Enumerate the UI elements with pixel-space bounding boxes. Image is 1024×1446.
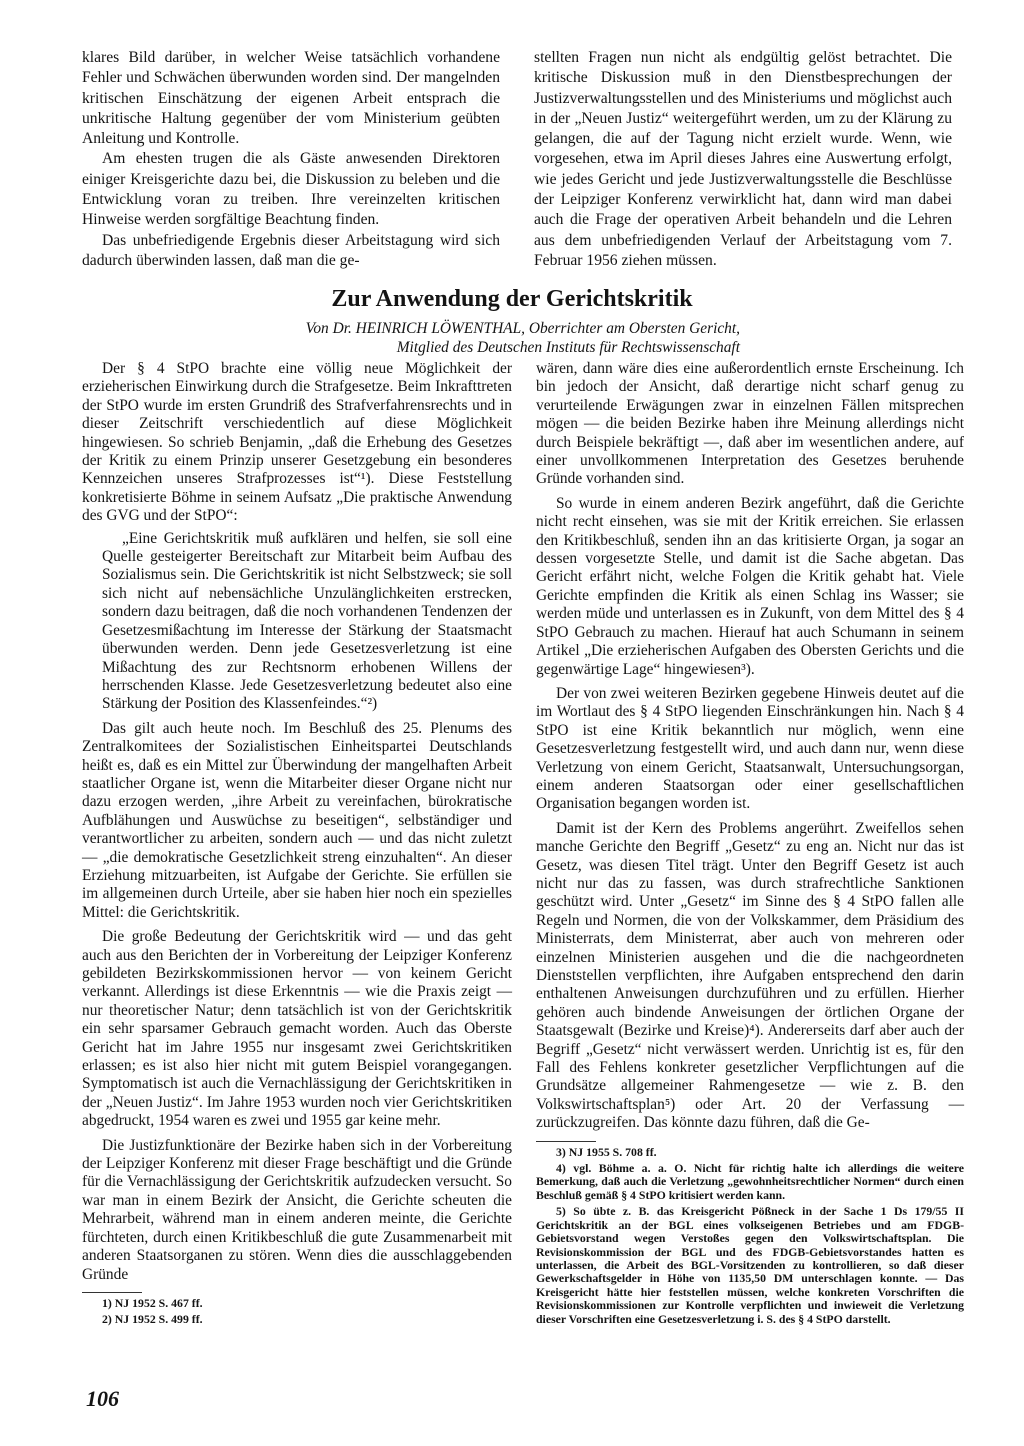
left-column <box>82 360 512 1327</box>
paragraph: Am ehesten trugen die als Gäste anwesenden Direktoren einiger Kreisgerichte dazu bei, die Diskussion zu beleben und die Entwicklung voran zu treiben. Ihre vereinzelten kritischen Hinweise werden sorgfältige Beachtung finden. <box>82 150 500 229</box>
byline-line: Von Dr. HEINRICH LÖWENTHAL, Oberrichter am Obersten Gericht, <box>305 320 740 337</box>
top-right-column <box>534 48 952 271</box>
footnote: 4) vgl. Böhme a. a. O. Nicht für richtig halte ich allerdings die weitere Bemerkung, daß auch die Verletzung „gewohnheitsrechtlicher Normen“ durch einen Beschluß gemäß § 4 StPO kritisiert werden kann. <box>536 1161 964 1202</box>
footnote: 5) So übte z. B. das Kreisgericht Pößneck in der Sache 1 Ds 179/55 II Gerichtskritik an der BGL eines volkseigenen Betriebes und am FDGB-Gebietsvorstand wegen Verstoßes gegen den Volkswirtschaftsplan. Die Revisionskommission der BGL und des FDGB-Gebietsvorstandes hatten es unterlassen, die Arbeit des BGL-Vorsitzenden zu kontrollieren, so daß dieser Gewerkschaftsgelder in Höhe von 1135,50 DM unterschlagen konnte. — Das Kreisgericht hätte hier feststellen müssen, welche konkreten Vorschriften die Revisionskommissionen zur Kontrolle verpflichten und inwieweit die Verletzung dieser Vorschriften eine Gesetzesverletzung i. S. des § 4 StPO darstellt. <box>536 1204 964 1326</box>
footnote-rule <box>82 1292 142 1293</box>
paragraph: Die Justizfunktionäre der Bezirke haben sich in der Vorbereitung der Leipziger Konferenz mit dieser Frage beschäftigt und die Gründe für die Vernachlässigung der Gerichtskritik aufzudecken versucht. So war man in einem Bezirk der Ansicht, die Gerichte scheuten die Mehrarbeit, während man in einem anderen meinte, die Gerichte fürchteten, durch einen Kritikbeschluß die gute Zusammenarbeit mit anderen Staatsorganen zu stören. Wenn dies die ausschlaggebenden Gründe <box>82 1136 512 1283</box>
block-quote: „Eine Gerichtskritik muß aufklären und helfen, sie soll eine Quelle gesteigerter Bereitschaft zur Mitarbeit beim Aufbau des Sozialismus sein. Die Gerichtskritik ist nicht Selbstzweck; sie soll sich nicht auf nebensächliche Unzulänglichkeiten erstrecken, sondern dazu beitragen, daß die noch vorhandenen Tendenzen der Gesetzesmißachtung im Interesse der Stärkung der Staatsmacht überwunden werden. Denn jede Gesetzesverletzung ist eine Mißachtung des zur Rechtsnorm erhobenen Willens der herrschenden Klasse. Jede Gesetzesverletzung bedeutet also eine Stärkung der Position des Klassenfeindes.“²) <box>102 529 512 713</box>
article-title: Zur Anwendung der Gerichtskritik <box>331 286 693 312</box>
right-column <box>536 360 964 1326</box>
footnote-rule <box>536 1141 596 1142</box>
paragraph: Damit ist der Kern des Problems angerührt. Zweifellos sehen manche Gerichte den Begriff „Gesetz“ zu eng an. Nicht nur das ist Gesetz, was diesen Titel trägt. Unter den Begriff Gesetz ist auch nicht nur das zu fassen, was durch strafrechtliche Sanktionen geschützt wird. Unter „Gesetz“ im Sinne des § 4 StPO fallen alle Regeln und Normen, die von der Volkskammer, dem Präsidium des Ministerrats, dem Ministerrat, aber auch von mehreren oder einzelnen Ministerien ausgehen und die die nachgeordneten Dienststellen verpflichten, ihre Aufgaben entsprechend den darin enthaltenen Anweisungen durchzuführen und zu erfüllen. Hierher gehören auch bindende Anweisungen der örtlichen Organe der Staatsgewalt (Bezirke und Kreise)⁴). Andererseits darf aber auch der Begriff „Gesetz“ nicht verwässert werden. Unrichtig ist es, für den Fall des Fehlens konkreter gesetzlicher Verpflichtungen auf die Grundsätze allgemeiner Rahmengesetze — wie z. B. den Volkswirtschaftsplan⁵) oder Art. 20 der Verfassung — zurückzugreifen. Das könnte dazu führen, daß die Ge- <box>536 819 964 1132</box>
paragraph: Der von zwei weiteren Bezirken gegebene Hinweis deutet auf die im Wortlaut des § 4 StPO liegenden Einschränkungen hin. Nach § 4 StPO ist eine Kritik bekanntlich nur möglich, wenn eine Gesetzesverletzung festgestellt wird, und auch dann nur, wenn diese Verletzung von einem Gericht, Staatsanwalt, Untersuchungsorgan, einem anderen Staatsorgan oder einer gesellschaftlichen Organisation begangen worden ist. <box>536 684 964 813</box>
article-byline <box>180 320 740 357</box>
footnote: 2) NJ 1952 S. 499 ff. <box>102 1312 203 1327</box>
paragraph: klares Bild darüber, in welcher Weise tatsächlich vorhandene Fehler und Schwächen überwunden worden sind. Der mangelnden kritischen Einschätzung der eigenen Arbeit entsprach die unkritische Haltung gegenüber der vom Ministerium geübten Anleitung und Kontrolle. <box>82 49 500 148</box>
paragraph: Das unbefriedigende Ergebnis dieser Arbeitstagung wird sich dadurch überwinden lassen, daß man die ge- <box>82 231 500 269</box>
paragraph: Das gilt auch heute noch. Im Beschluß des 25. Plenums des Zentralkomitees der Sozialistischen Einheitspartei Deutschlands heißt es, daß es ein Mittel zur Überwindung der mangelhaften Arbeit staatlicher Organe ist, wenn die Mitarbeiter dieser Organe nicht nur dazu erzogen werden, „ihre Arbeit zu vereinfachen, bürokratische Aufblähungen und Auswüchse zu beseitigen“, selbständiger und verantwortlicher zu arbeiten, sondern auch — und das nicht zuletzt — „die demokratische Gesetzlichkeit streng einzuhalten“. An dieser Erziehung mitzuarbeiten, ist Aufgabe der Gerichte. Sie erfüllen sie im allgemeinen durch Urteile, aber sie haben hier noch ein spezielles Mittel: die Gerichtskritik. <box>82 719 512 921</box>
top-left-column <box>82 48 500 271</box>
paragraph: Die große Bedeutung der Gerichtskritik wird — und das geht auch aus den Berichten der in Vorbereitung der Leipziger Konferenz gebildeten Bezirkskommissionen hervor — von keinem Gericht verkannt. Allerdings ist diese Erkenntnis — wie die Praxis zeigt — nur theoretischer Natur; denn tatsächlich ist von der Gerichtskritik ein sehr sparsamer Gebrauch gemacht worden. Auch das Oberste Gericht hat im Jahre 1955 nur insgesamt zwei Gerichtskritiken erlassen; es ist also hier nicht mit gutem Beispiel vorangegangen. Symptomatisch ist auch die Vernachlässigung der Gerichtskritiken in der „Neuen Justiz“. Im Jahre 1953 wurden noch vier Gerichtskritiken abgedruckt, 1954 waren es zwei und 1955 gar keine mehr. <box>82 928 512 1130</box>
byline-line: Mitglied des Deutschen Instituts für Rechtswissenschaft <box>396 338 740 356</box>
page-number: 106 <box>86 1386 119 1411</box>
footnote: 3) NJ 1955 S. 708 ff. <box>556 1144 657 1159</box>
paragraph: wären, dann wäre dies eine außerordentlich ernste Erscheinung. Ich bin jedoch der Ansicht, daß derartige nicht scharf genug zu verurteilende Erwägungen zwar in einzelnen Fällen mitsprechen mögen — die beiden Bezirke haben ihre Meinung allerdings nicht durch Beispiele bekräftigt —, daß aber im wesentlichen andere, auf einer unvollkommenen Interpretation des Gesetzes beruhende Gründe vorhanden sind. <box>536 360 964 488</box>
paragraph: Der § 4 StPO brachte eine völlig neue Möglichkeit der erzieherischen Einwirkung durch die Strafgesetze. Beim Inkrafttreten der StPO wurde im ersten Grundriß des Strafverfahrensrechts und in dieser Zeitschrift verschiedentlich auf diese Möglichkeit hingewiesen. So schrieb Benjamin, „daß die Erhebung des Gesetzes der Kritik zu einem Prinzip unserer Gesetzgebung ein besonderes Kennzeichen unseres Strafprozesses ist“¹). Diese Feststellung konkretisierte Böhme in seinem Aufsatz „Die praktische Anwendung des GVG und der StPO“: <box>82 360 512 525</box>
footnote: 1) NJ 1952 S. 467 ff. <box>102 1295 203 1310</box>
paragraph: So wurde in einem anderen Bezirk angeführt, daß die Gerichte nicht recht einsehen, was sie mit der Kritik erreichen. Sie erlassen den Kritikbeschluß, senden ihn an das kritisierte Organ, ja sogar an dessen vorgesetzte Stelle, und damit ist die Sache abgetan. Das Gericht erfährt nicht, welche Folgen die Kritik gehabt hat. Viele Gerichte empfinden die Kritik als einen Schlag ins Wasser; sie werden müde und unterlassen es in Zukunft, von dem Mittel des § 4 StPO Gebrauch zu machen. Hierauf hat auch Schumann in seinem Artikel „Die erzieherischen Aufgaben des Obersten Gerichts und die gegenwärtige Lage“ hingewiesen³). <box>536 494 964 678</box>
paragraph: stellten Fragen nun nicht als endgültig gelöst betrachtet. Die kritische Diskussion muß in den Dienstbesprechungen der Justizverwaltungsstellen und des Ministeriums und möglichst auch in der „Neuen Justiz“ weitergeführt werden, um zu der Klärung zu gelangen, die auf der Tagung nicht erzielt wurde. Wenn, wie vorgesehen, etwa im April dieses Jahres eine Auswertung erfolgt, wie jedes Gericht und jede Justizverwaltungsstelle die Beschlüsse der Leipziger Konferenz verwirklicht hat, dann wird man dabei auch die Frage der operativen Arbeit behandeln und die Lehren aus dem unbefriedigenden Verlauf der Arbeitstagung vom 7. Februar 1956 ziehen müssen. <box>534 49 952 269</box>
